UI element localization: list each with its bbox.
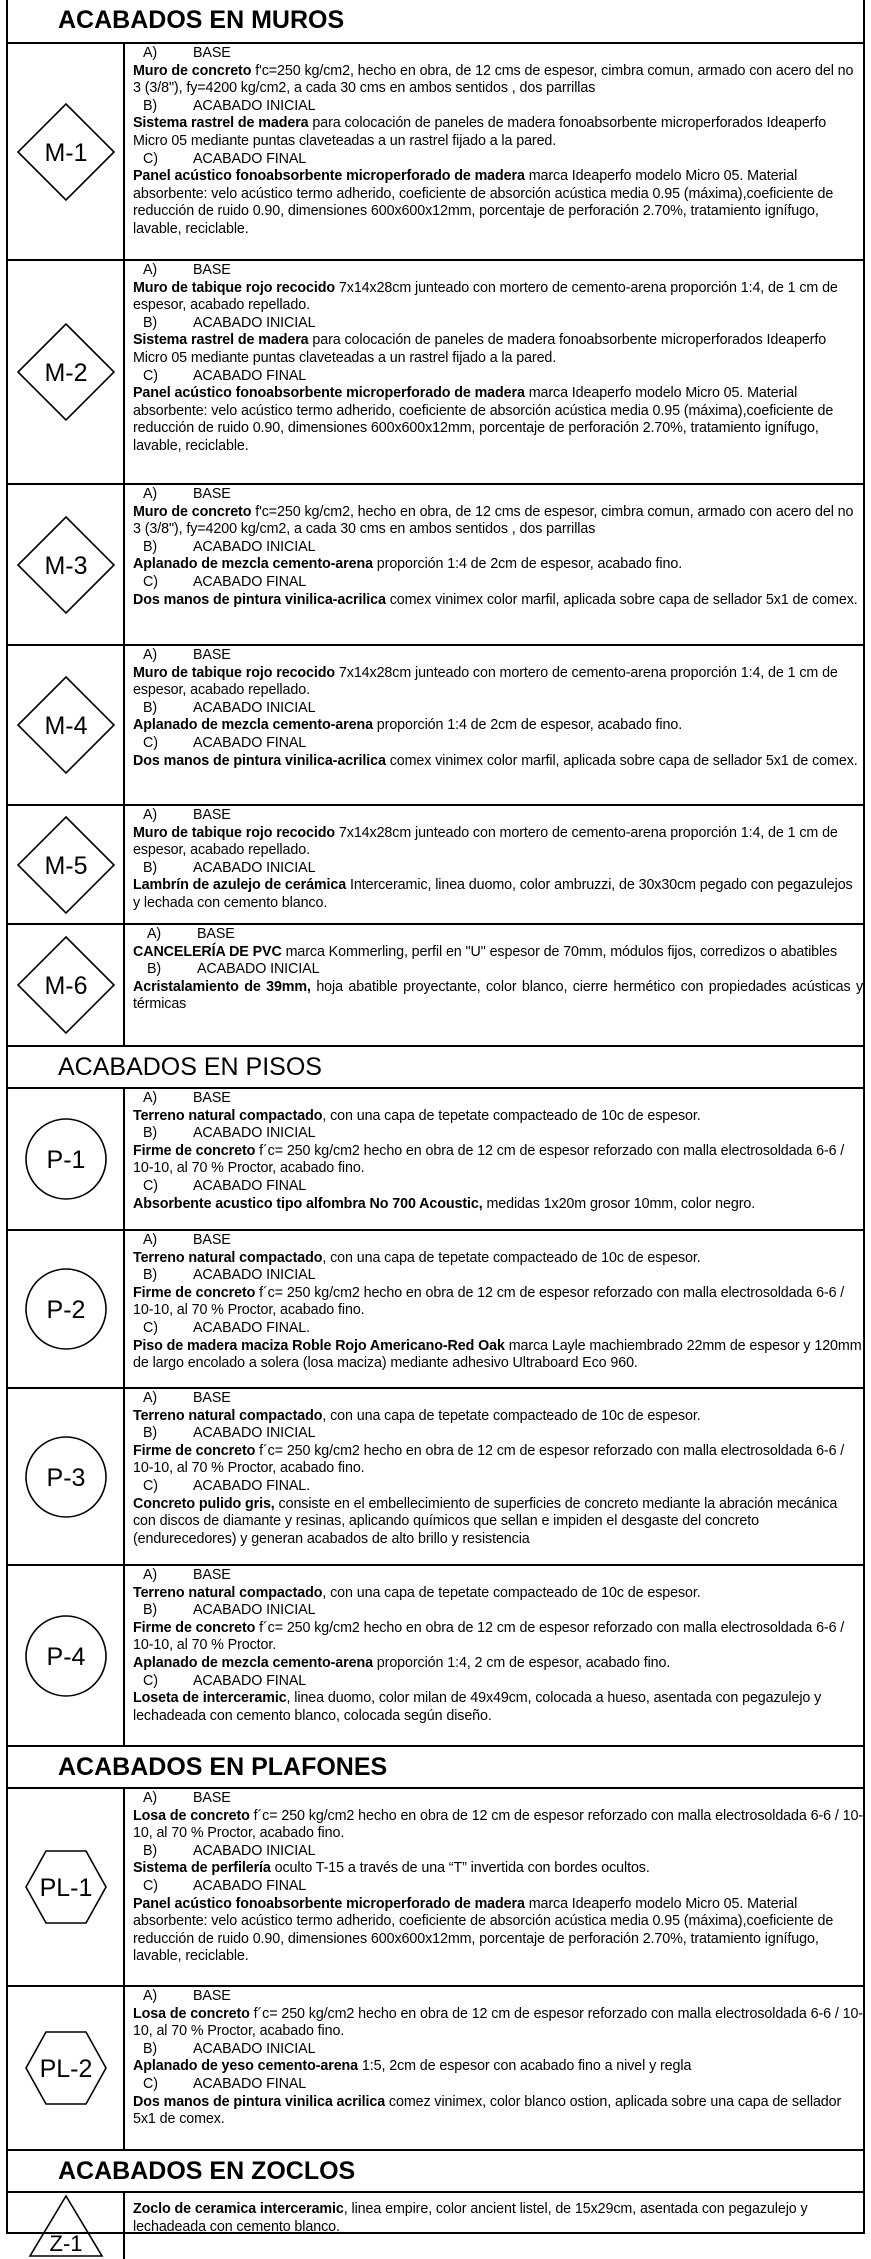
spec-material: Aplanado de yeso cemento-arena <box>133 2058 359 2075</box>
spec-material: Muro de tabique rojo recocido <box>133 279 336 296</box>
group-letter: A) <box>143 1390 158 1406</box>
spec-material: Aplanado de mezcla cemento-arena <box>133 1654 373 1671</box>
group-heading: ACABADO FINAL <box>193 367 307 384</box>
spec-material: Panel acústico fonoabsorbente microperforado de madera <box>133 385 525 402</box>
group-letter: C) <box>143 150 158 167</box>
symbol-code: PL-2 <box>39 2055 92 2083</box>
spec-description: f´c= 250 kg/cm2 hecho en obra de 12 cm de espesor reforzado con malla electrosoldada 6-6 / 10-10, al 70 % Proctor. <box>133 1619 845 1654</box>
group-letter: A) <box>143 1790 158 1806</box>
spec-description: f´c= 250 kg/cm2 hecho en obra de 12 cm de espesor reforzado con malla electrosoldada 6-6 / 10-10, al 70 % Proctor, acabado fino. <box>133 1142 845 1177</box>
group-letter: B) <box>143 1425 158 1442</box>
diamond-icon <box>16 102 116 202</box>
spec-description: , con una capa de tepetate compacteado de 10c de espesor. <box>322 1584 701 1601</box>
spec-material: Losa de concreto <box>133 1807 250 1824</box>
group-letter: A) <box>143 1090 158 1106</box>
spec-material: Terreno natural compactado <box>133 1407 323 1424</box>
symbol-code: PL-1 <box>39 1874 92 1902</box>
group-heading: ACABADO INICIAL <box>193 1425 316 1442</box>
finish-spec <box>125 1231 863 1387</box>
group-heading: ACABADO FINAL <box>193 150 307 167</box>
finish-row-p-1 <box>8 1089 863 1231</box>
spec-description: marca Ideaperfo modelo Micro 05. Material absorbente: velo acústico termo adherido, coeficiente de absorción acústica media 0.95 (máxima),coeficiente de reducción de ruido 0.90, dimensiones 600x600x12mm, porcentaje de perforación 2.70%, tratamiento ignífugo, lavable, reciclable. <box>133 1895 834 1965</box>
group-letter: A) <box>143 1567 158 1583</box>
spec-description: marca Ideaperfo modelo Micro 05. Material absorbente: velo acústico termo adherido, coeficiente de absorción acústica media 0.95 (máxima),coeficiente de reducción de ruido 0.90, dimensiones 600x600x12mm, porcentaje de perforación 2.70%, tratamiento ignífugo, lavable, reciclable. <box>133 168 834 237</box>
spec-description: comex vinimex color marfil, aplicada sobre capa de sellador 5x1 de comex. <box>385 591 858 608</box>
diamond-symbol <box>8 485 125 644</box>
diamond-icon <box>16 515 116 615</box>
spec-material: Firme de concreto <box>133 1142 256 1159</box>
finish-spec <box>125 261 863 483</box>
spec-material: Dos manos de pintura vinilica-acrilica <box>133 591 386 608</box>
group-letter: C) <box>143 1319 158 1336</box>
spec-description: , linea empire, color ancient listel, de 15x29cm, asentada con pegazulejo y lechadeada con cemento blanco. <box>133 2201 808 2235</box>
spec-material: Muro de tabique rojo recocido <box>133 824 336 841</box>
group-letter: B) <box>143 1125 158 1142</box>
group-letter: A) <box>143 45 158 61</box>
spec-material: Concreto pulido gris, <box>133 1495 275 1512</box>
group-heading: BASE <box>193 45 231 61</box>
spec-description: f´c= 250 kg/cm2 hecho en obra de 12 cm de espesor reforzado con malla electrosoldada 6-6 / 10-10, al 70 % Proctor, acabado fino. <box>133 1284 845 1319</box>
group-heading: ACABADO INICIAL <box>193 1125 316 1142</box>
spec-material: Panel acústico fonoabsorbente microperforado de madera <box>133 168 525 185</box>
circle-symbol <box>8 1389 125 1564</box>
spec-material: Firme de concreto <box>133 1442 256 1459</box>
finish-spec <box>125 1987 863 2149</box>
hexagon-symbol <box>8 1987 125 2149</box>
finish-row-p-2 <box>8 1231 863 1389</box>
section-title-pisos: ACABADOS EN PISOS <box>8 1045 863 1089</box>
spec-material: Dos manos de pintura vinilica-acrilica <box>133 752 386 769</box>
symbol-code: M-1 <box>43 138 88 167</box>
group-letter: A) <box>147 926 162 942</box>
group-heading: ACABADO FINAL <box>193 734 307 751</box>
group-letter: A) <box>143 1232 158 1248</box>
finishes-sheet <box>6 0 865 2256</box>
symbol-code: P-1 <box>46 1146 85 1174</box>
symbol-code: M-5 <box>43 851 88 880</box>
spec-material: Absorbente acustico tipo alfombra No 700 Acoustic, <box>133 1195 483 1212</box>
spec-material: Lambrín de azulejo de cerámica <box>133 877 347 894</box>
finish-row-pl-2 <box>8 1987 863 2149</box>
finish-row-m-3 <box>8 485 863 646</box>
triangle-symbol <box>8 2193 125 2259</box>
finish-spec <box>125 646 863 804</box>
group-letter: A) <box>143 486 158 502</box>
spec-description: Interceramic, linea duomo, color ambruzzi, de 30x30cm pegado con pegazulejos y lechada con cemento blanco. <box>133 877 853 911</box>
spec-material: Acristalamiento de 39mm, <box>133 978 311 995</box>
group-letter: B) <box>143 1602 158 1619</box>
finish-spec <box>125 925 863 1045</box>
group-heading: ACABADO FINAL. <box>193 1477 310 1494</box>
spec-material: Sistema rastrel de madera <box>133 332 309 349</box>
spec-description: hoja abatible proyectante, color blanco, cierre hermético con propiedades acústicas y térmicas <box>133 978 863 1013</box>
symbol-code: M-3 <box>43 551 88 580</box>
spec-description: medidas 1x20m grosor 10mm, color negro. <box>482 1195 756 1212</box>
group-letter: C) <box>143 1177 158 1194</box>
spec-description: proporción 1:4, 2 cm de espesor, acabado fino. <box>372 1654 671 1671</box>
group-letter: B) <box>143 859 158 876</box>
group-letter: A) <box>143 807 158 823</box>
group-letter: C) <box>143 367 158 384</box>
spec-material: CANCELERÍA DE PVC <box>133 943 282 960</box>
group-heading: BASE <box>193 262 231 278</box>
circle-symbol <box>8 1566 125 1745</box>
group-heading: BASE <box>193 1232 231 1248</box>
symbol-code: Z-1 <box>49 2231 82 2256</box>
group-letter: A) <box>143 647 158 663</box>
spec-description: , con una capa de tepetate compacteado de 10c de espesor. <box>322 1107 701 1124</box>
spec-material: Zoclo de ceramica interceramic <box>133 2201 344 2217</box>
circle-symbol <box>8 1231 125 1387</box>
circle-icon <box>24 1614 108 1698</box>
diamond-icon <box>16 935 116 1035</box>
spec-description: comex vinimex color marfil, aplicada sobre capa de sellador 5x1 de comex. <box>385 752 858 769</box>
spec-description: marca Kommerling, perfil en "U" espesor de 70mm, módulos fijos, corredizos o abatibles <box>281 943 837 960</box>
symbol-code: P-4 <box>46 1642 85 1671</box>
group-heading: ACABADO INICIAL <box>193 859 316 876</box>
triangle-icon <box>28 2194 104 2258</box>
group-heading: BASE <box>193 647 231 663</box>
section-title-zoclos: ACABADOS EN ZOCLOS <box>8 2149 863 2193</box>
diamond-icon <box>16 815 116 915</box>
group-letter: B) <box>143 1842 158 1859</box>
spec-material: Terreno natural compactado <box>133 1584 323 1601</box>
spec-material: Loseta de interceramic <box>133 1690 287 1707</box>
group-heading: ACABADO INICIAL <box>193 314 316 331</box>
group-heading: ACABADO INICIAL <box>193 1842 316 1859</box>
group-heading: BASE <box>193 807 231 823</box>
group-letter: C) <box>143 2075 158 2092</box>
diamond-symbol <box>8 261 125 483</box>
group-heading: ACABADO FINAL <box>193 1177 307 1194</box>
group-heading: ACABADO FINAL <box>193 2075 307 2092</box>
group-letter: C) <box>143 573 158 590</box>
spec-description: f´c= 250 kg/cm2 hecho en obra de 12 cm de espesor reforzado con malla electrosoldada 6-6 / 10-10, al 70 % Proctor, acabado fino. <box>133 1442 845 1477</box>
hexagon-symbol <box>8 1789 125 1985</box>
finish-row-m-4 <box>8 646 863 806</box>
spec-description: oculto T-15 a través de una “T” invertida con bordes ocultos. <box>270 1860 650 1877</box>
section-title-muros: ACABADOS EN MUROS <box>8 0 863 44</box>
spec-description: , con una capa de tepetate compacteado de 10c de espesor. <box>322 1407 701 1424</box>
spec-description: 7x14x28cm junteado con mortero de cemento-arena proporción 1:4, de 1 cm de espesor, acabado repellado. <box>133 824 838 859</box>
hexagon-icon <box>24 1849 108 1925</box>
symbol-code: P-2 <box>46 1296 85 1324</box>
spec-material: Terreno natural compactado <box>133 1107 323 1124</box>
finish-row-m-5 <box>8 806 863 925</box>
finish-spec <box>125 44 863 259</box>
finish-row-m-2 <box>8 261 863 485</box>
diamond-symbol <box>8 925 125 1045</box>
spec-description: consiste en el embellecimiento de superficies de concreto mediante la abración mecánica con discos de diamante y resinas, aplicando químicos que sellan e impiden el desgaste del concreto (endurecedores) y generan acabados de alto brillo y resistencia <box>133 1495 838 1547</box>
spec-description: f´c= 250 kg/cm2 hecho en obra de 12 cm de espesor reforzado con malla electrosoldada 6-6 / 10-10, al 70 % Proctor, acabado fino. <box>133 2005 863 2040</box>
spec-material: Sistema rastrel de madera <box>133 115 309 132</box>
symbol-code: M-4 <box>43 712 88 740</box>
spec-description: f'c=250 kg/cm2, hecho en obra, de 12 cms de espesor, cimbra comun, armado con acero del no 3 (3/8"), fy=4200 kg/cm2, a cada 30 cms en ambos sentidos , dos parrillas <box>133 62 854 97</box>
diamond-icon <box>16 322 116 422</box>
section-title-plafones: ACABADOS EN PLAFONES <box>8 1745 863 1789</box>
spec-description: marca Ideaperfo modelo Micro 05. Material absorbente: velo acústico termo adherido, coeficiente de absorción acústica media 0.95 (máxima),coeficiente de reducción de ruido 0.90, dimensiones 600x600x12mm, porcentaje de perforación 2.70%, tratamiento ignífugo, lavable, reciclable. <box>133 385 834 454</box>
group-heading: BASE <box>193 486 231 502</box>
circle-symbol <box>8 1089 125 1229</box>
finish-row-p-3 <box>8 1389 863 1566</box>
spec-material: Sistema de perfilería <box>133 1860 271 1877</box>
group-heading: ACABADO INICIAL <box>193 2040 316 2057</box>
spec-material: Aplanado de mezcla cemento-arena <box>133 556 373 573</box>
group-heading: ACABADO FINAL. <box>193 1319 310 1336</box>
finish-row-pl-1 <box>8 1789 863 1987</box>
diamond-symbol <box>8 44 125 259</box>
finish-spec <box>125 1089 863 1229</box>
group-letter: B) <box>143 97 158 114</box>
spec-description: marca Layle machiembrado 22mm de espesor y 120mm de largo encolado a solera (losa maciza) mediante adhesivo Ultraboard Eco 960. <box>133 1337 862 1372</box>
group-letter: B) <box>143 538 158 555</box>
spec-material: Muro de tabique rojo recocido <box>133 664 336 681</box>
finish-row-p-4 <box>8 1566 863 1745</box>
group-letter: B) <box>143 2040 158 2057</box>
spec-material: Muro de concreto <box>133 62 252 79</box>
group-heading: ACABADO INICIAL <box>193 699 316 716</box>
symbol-code: M-2 <box>43 359 88 387</box>
diamond-icon <box>16 675 116 775</box>
diamond-symbol <box>8 806 125 923</box>
group-letter: C) <box>143 1672 158 1689</box>
finish-row-m-6 <box>8 925 863 1045</box>
symbol-code: P-3 <box>46 1463 85 1492</box>
group-heading: ACABADO FINAL <box>193 573 307 590</box>
group-heading: ACABADO FINAL <box>193 1672 307 1689</box>
finish-spec <box>125 2193 863 2259</box>
spec-description: para colocación de paneles de madera fonoabsorbente microperforados Ideaperfo Micro 05 mediante puntas claveteadas a un rastrel fijado a la pared. <box>133 332 827 366</box>
group-heading: BASE <box>193 1390 231 1406</box>
spec-description: , con una capa de tepetate compacteado de 10c de espesor. <box>322 1249 701 1266</box>
spec-material: Firme de concreto <box>133 1619 256 1636</box>
group-heading: ACABADO INICIAL <box>193 1602 316 1619</box>
spec-material: Panel acústico fonoabsorbente microperforado de madera <box>133 1895 525 1912</box>
circle-icon <box>24 1117 108 1201</box>
group-heading: ACABADO INICIAL <box>193 1267 316 1284</box>
spec-description: proporción 1:4 de 2cm de espesor, acabado fino. <box>372 556 683 573</box>
spec-description: f´c= 250 kg/cm2 hecho en obra de 12 cm de espesor reforzado con malla electrosoldada 6-6 / 10-10, al 70 % Proctor, acabado fino. <box>133 1807 863 1842</box>
diamond-symbol <box>8 646 125 804</box>
group-heading: BASE <box>197 926 235 942</box>
spec-material: Terreno natural compactado <box>133 1249 323 1266</box>
group-heading: ACABADO FINAL <box>193 1877 307 1894</box>
finish-row-m-1 <box>8 44 863 261</box>
spec-material: Dos manos de pintura vinilica acrilica <box>133 2093 386 2110</box>
spec-material: Piso de madera maciza Roble Rojo Americano-Red Oak <box>133 1337 505 1354</box>
spec-description: 7x14x28cm junteado con mortero de cemento-arena proporción 1:4, de 1 cm de espesor, acabado repellado. <box>133 279 838 314</box>
finish-spec <box>125 1389 863 1564</box>
spec-description: 7x14x28cm junteado con mortero de cemento-arena proporción 1:4, de 1 cm de espesor, acabado repellado. <box>133 664 838 699</box>
hexagon-icon <box>24 2030 108 2106</box>
group-heading: BASE <box>193 1090 231 1106</box>
group-letter: C) <box>143 1477 158 1494</box>
finish-spec <box>125 1789 863 1985</box>
finish-spec <box>125 1566 863 1745</box>
group-heading: ACABADO INICIAL <box>193 538 316 555</box>
finish-spec <box>125 485 863 644</box>
spec-description: para colocación de paneles de madera fonoabsorbente microperforados Ideaperfo Micro 05 mediante puntas claveteadas a un rastrel fijado a la pared. <box>133 115 827 149</box>
spec-material: Firme de concreto <box>133 1284 256 1301</box>
group-letter: B) <box>143 699 158 716</box>
spec-description: proporción 1:4 de 2cm de espesor, acabado fino. <box>372 717 683 734</box>
group-heading: BASE <box>193 1567 231 1583</box>
spec-material: Losa de concreto <box>133 2005 250 2022</box>
group-heading: BASE <box>193 1988 231 2004</box>
spec-material: Muro de concreto <box>133 503 252 520</box>
circle-icon <box>24 1435 108 1519</box>
group-heading: ACABADO INICIAL <box>193 97 316 114</box>
group-letter: B) <box>143 1267 158 1284</box>
spec-description: 1:5, 2cm de espesor con acabado fino a nivel y regla <box>358 2058 692 2075</box>
spec-description: f'c=250 kg/cm2, hecho en obra, de 12 cms de espesor, cimbra comun, armado con acero del no 3 (3/8"), fy=4200 kg/cm2, a cada 30 cms en ambos sentidos , dos parrillas <box>133 503 854 538</box>
group-letter: C) <box>143 1877 158 1894</box>
finish-row-z-1 <box>8 2193 863 2259</box>
group-letter: A) <box>143 262 158 278</box>
spec-description: , linea duomo, color milan de 49x49cm, colocada a hueso, asentada con pegazulejo y lechadeada con cemento blanco, colocada según diseño. <box>133 1690 822 1724</box>
group-letter: B) <box>143 314 158 331</box>
group-letter: A) <box>143 1988 158 2004</box>
spec-material: Aplanado de mezcla cemento-arena <box>133 717 373 734</box>
group-heading: ACABADO INICIAL <box>197 961 320 978</box>
finish-spec <box>125 806 863 923</box>
group-letter: B) <box>147 961 162 978</box>
symbol-code: M-6 <box>43 972 88 1000</box>
group-heading: BASE <box>193 1790 231 1806</box>
spec-description: comez vinimex, color blanco ostion, aplicada sobre una capa de sellador 5x1 de comex. <box>133 2093 842 2128</box>
group-letter: C) <box>143 734 158 751</box>
circle-icon <box>24 1267 108 1351</box>
